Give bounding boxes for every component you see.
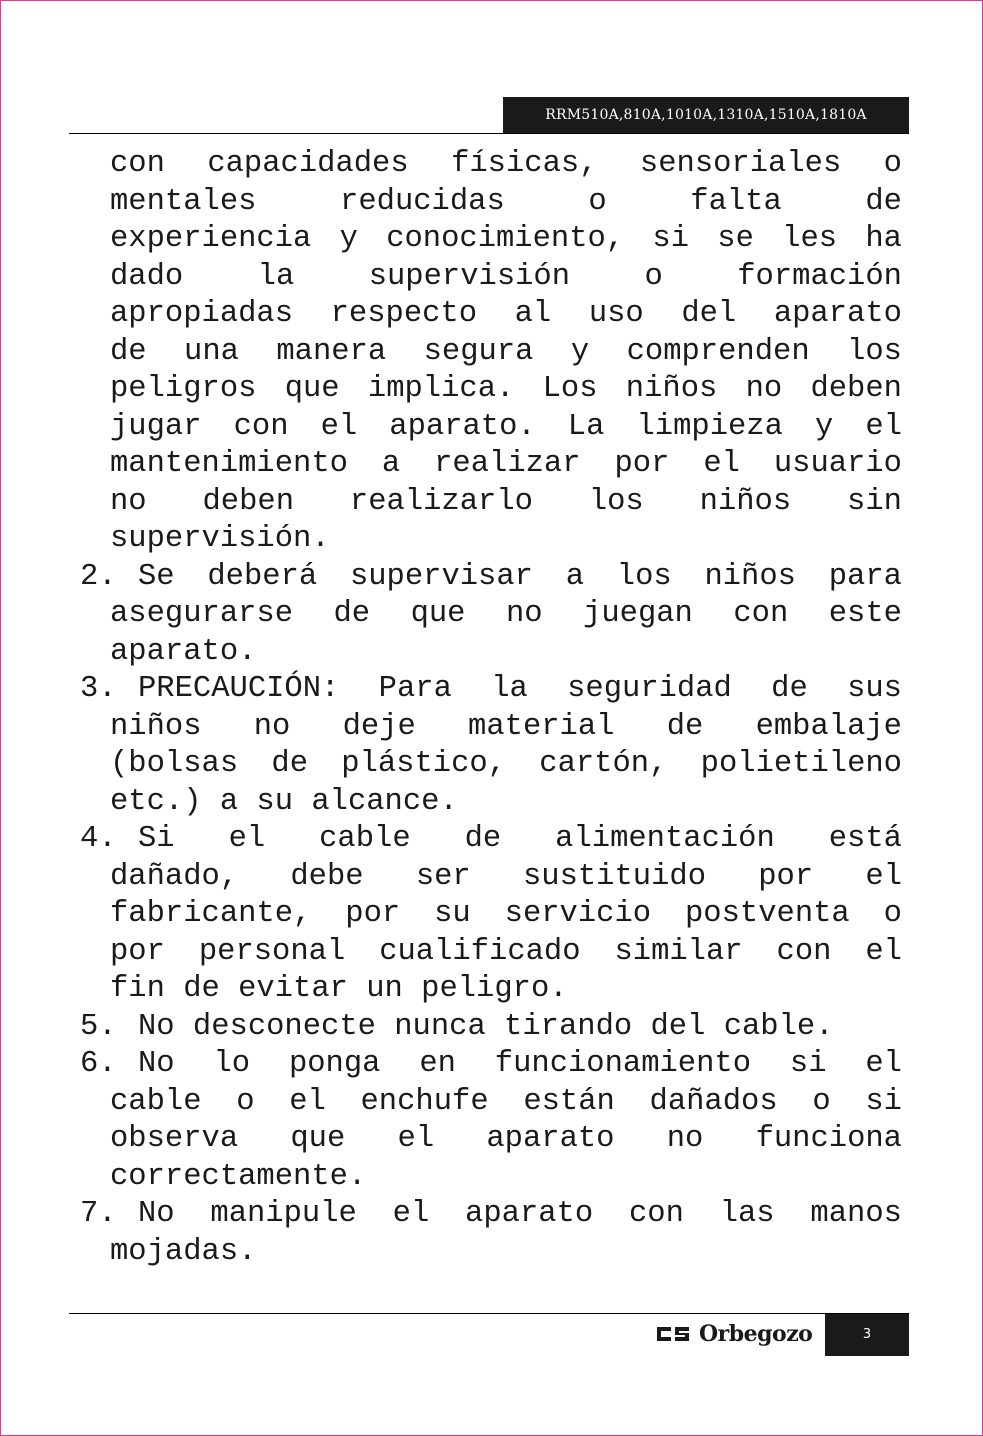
list-number: 4. [80, 822, 117, 856]
word: servicio [504, 897, 652, 931]
word: supervisión [368, 259, 571, 294]
word: están [523, 1084, 615, 1119]
header-rule [69, 133, 909, 134]
word: a [565, 559, 585, 594]
word: No [138, 1047, 175, 1081]
word: asegurarse [110, 597, 294, 631]
word: no [253, 709, 291, 744]
word: dañado, [110, 859, 239, 894]
word: el [865, 859, 902, 894]
text-line [138, 821, 902, 859]
word: con [233, 409, 289, 444]
word: reducidas [340, 184, 505, 219]
word: o [588, 184, 607, 219]
word: los [588, 484, 644, 519]
word: no [505, 597, 543, 631]
text-line [138, 671, 902, 709]
word: de [333, 597, 371, 631]
word: que [290, 1122, 346, 1156]
brand-name: Orbegozo [699, 1321, 813, 1347]
word: No [138, 1197, 175, 1231]
brand-mark-icon [655, 1325, 691, 1343]
word: usuario [773, 447, 902, 481]
word: en [419, 1047, 456, 1081]
word: ser [415, 859, 471, 894]
word: de [771, 672, 808, 706]
list-number: 2. [80, 559, 117, 594]
word: mentales [110, 184, 257, 219]
word: el [865, 1047, 902, 1081]
word: o [236, 1084, 255, 1119]
word: su [434, 897, 471, 931]
word: cualificado [379, 934, 581, 969]
text-line [110, 334, 902, 372]
text-line [110, 221, 902, 259]
word: fabricante, [110, 897, 312, 931]
word: que [410, 597, 466, 631]
word: los [847, 334, 902, 369]
text-line [110, 934, 902, 972]
text-line: aparato. [110, 634, 257, 669]
word: sensoriales [639, 147, 842, 181]
word: de [110, 334, 147, 369]
word: o [883, 147, 902, 181]
word: enchufe [360, 1084, 489, 1119]
word: experiencia [110, 222, 312, 256]
word: juegan [583, 597, 693, 631]
word: sustituido [522, 859, 706, 894]
word: sus [847, 672, 902, 706]
word: por [110, 934, 165, 969]
word: realizarlo [349, 484, 533, 519]
word: con [628, 1197, 684, 1231]
word: cable [110, 1084, 202, 1119]
text-line [110, 1084, 902, 1122]
text-line: correctamente. [110, 1159, 367, 1194]
word: físicas, [451, 147, 598, 181]
word: cable [319, 822, 411, 856]
word: deben [202, 484, 295, 519]
word: uso [588, 297, 644, 331]
word: seguridad [567, 672, 732, 706]
word: una [184, 334, 239, 369]
text-line [110, 596, 902, 634]
text-line [110, 859, 902, 897]
word: de [865, 184, 902, 219]
word: funcionamiento [494, 1047, 752, 1081]
word: por [614, 447, 670, 481]
word: de [666, 709, 704, 744]
word: PRECAUCIÓN: [138, 672, 340, 706]
word: no [745, 372, 783, 406]
word: deberá [207, 559, 318, 594]
word: La [567, 409, 605, 444]
word: de [464, 822, 502, 856]
word: el [320, 409, 358, 444]
word: supervisar [349, 559, 533, 594]
word: manos [810, 1197, 902, 1231]
list-number: 5. [80, 1009, 117, 1044]
word: aparato. [389, 409, 536, 444]
word: la [491, 672, 528, 706]
word: las [719, 1197, 775, 1231]
word: los [616, 559, 672, 594]
word: niños [625, 372, 718, 406]
word: el [289, 1084, 326, 1119]
word: niños [699, 484, 792, 519]
word: el [865, 934, 902, 969]
word: no [666, 1122, 704, 1156]
text-line [138, 1046, 902, 1084]
word: si [652, 222, 690, 256]
text-line [110, 746, 902, 784]
word: manera [276, 334, 387, 369]
text-line [110, 409, 902, 447]
word: aparato [486, 1122, 615, 1156]
word: alimentación [555, 822, 775, 856]
word: ha [865, 222, 902, 256]
text-line [110, 184, 902, 222]
word: segura [423, 334, 534, 369]
word: material [468, 709, 615, 744]
word: que [284, 372, 340, 406]
word: limpieza [636, 409, 783, 444]
word: el [865, 409, 902, 444]
text-line [110, 896, 902, 934]
word: el [228, 822, 266, 856]
word: dado [110, 259, 184, 294]
text-line [110, 296, 902, 334]
word: embalaje [755, 709, 902, 744]
word: cartón, [539, 747, 668, 781]
word: respecto [330, 297, 478, 331]
word: sin [847, 484, 902, 519]
text-line: No desconecte nunca tirando del cable. [138, 1009, 834, 1044]
text-line [110, 146, 902, 184]
word: por [345, 897, 401, 931]
word: o [883, 897, 902, 931]
text-line [110, 259, 902, 297]
text-line: mojadas. [110, 1234, 257, 1269]
word: postventa [685, 897, 850, 931]
list-number: 6. [80, 1047, 117, 1081]
footer-rule [69, 1313, 909, 1314]
word: conocimiento, [386, 222, 625, 256]
word: Los [542, 372, 598, 406]
word: similar [614, 934, 743, 969]
text-line [110, 709, 902, 747]
word: deben [810, 372, 902, 406]
word: y [570, 334, 590, 369]
word: implica. [367, 372, 515, 406]
word: por [758, 859, 814, 894]
word: al [514, 297, 552, 331]
text-line [110, 371, 902, 409]
word: de [271, 747, 308, 781]
word: el [703, 447, 740, 481]
word: con [776, 934, 832, 969]
word: del [681, 297, 737, 331]
text-line [138, 1196, 902, 1234]
word: debe [290, 859, 364, 894]
word: ponga [288, 1047, 381, 1081]
text-line [110, 446, 902, 484]
word: si [865, 1084, 902, 1119]
word: capacidades [207, 147, 409, 181]
word: está [828, 822, 902, 856]
word: o [644, 259, 663, 294]
word: dañados [649, 1084, 778, 1119]
list-number: 7. [80, 1197, 117, 1231]
word: deje [342, 709, 416, 744]
word: aparato [773, 297, 902, 331]
word: se [717, 222, 754, 256]
word: comprenden [626, 334, 810, 369]
text-line: supervisión. [110, 522, 330, 556]
word: Se [138, 559, 175, 594]
word: realizar [434, 447, 581, 481]
text-line: fin de evitar un peligro. [110, 972, 568, 1006]
word: no [110, 484, 147, 519]
brand-logo [655, 1318, 812, 1350]
word: el [397, 1122, 435, 1156]
word: peligros [110, 372, 257, 406]
text-line [110, 484, 902, 522]
word: plástico, [341, 747, 506, 781]
word: y [815, 409, 834, 444]
word: la [257, 259, 295, 294]
word: si [789, 1047, 827, 1081]
word: falta [690, 184, 782, 219]
word: (bolsas [110, 747, 239, 781]
page-number: 3 [825, 1314, 909, 1356]
word: niños [704, 559, 796, 594]
word: para [828, 559, 902, 594]
word: personal [198, 934, 346, 969]
word: observa [110, 1122, 239, 1156]
word: con [110, 147, 165, 181]
word: mantenimiento [110, 447, 348, 481]
word: el [392, 1197, 430, 1231]
word: lo [213, 1047, 251, 1081]
word: jugar [110, 409, 202, 444]
text-line [110, 1121, 902, 1159]
word: Para [378, 672, 452, 706]
text-line: etc.) a su alcance. [110, 784, 458, 819]
word: funciona [755, 1122, 902, 1156]
text-line [138, 559, 902, 597]
model-tag: RRM510A,810A,1010A,1310A,1510A,1810A [503, 97, 909, 133]
word: con [733, 597, 789, 631]
word: niños [110, 709, 202, 744]
word: o [812, 1084, 831, 1119]
word: este [828, 597, 902, 631]
word: a [381, 447, 401, 481]
word: manipule [210, 1197, 357, 1231]
word: les [782, 222, 838, 256]
word: polietileno [700, 747, 902, 781]
word: formación [737, 259, 902, 294]
word: apropiadas [110, 297, 294, 331]
list-number: 3. [80, 672, 117, 706]
word: y [339, 222, 358, 256]
word: Si [138, 822, 175, 856]
word: aparato [465, 1197, 594, 1231]
